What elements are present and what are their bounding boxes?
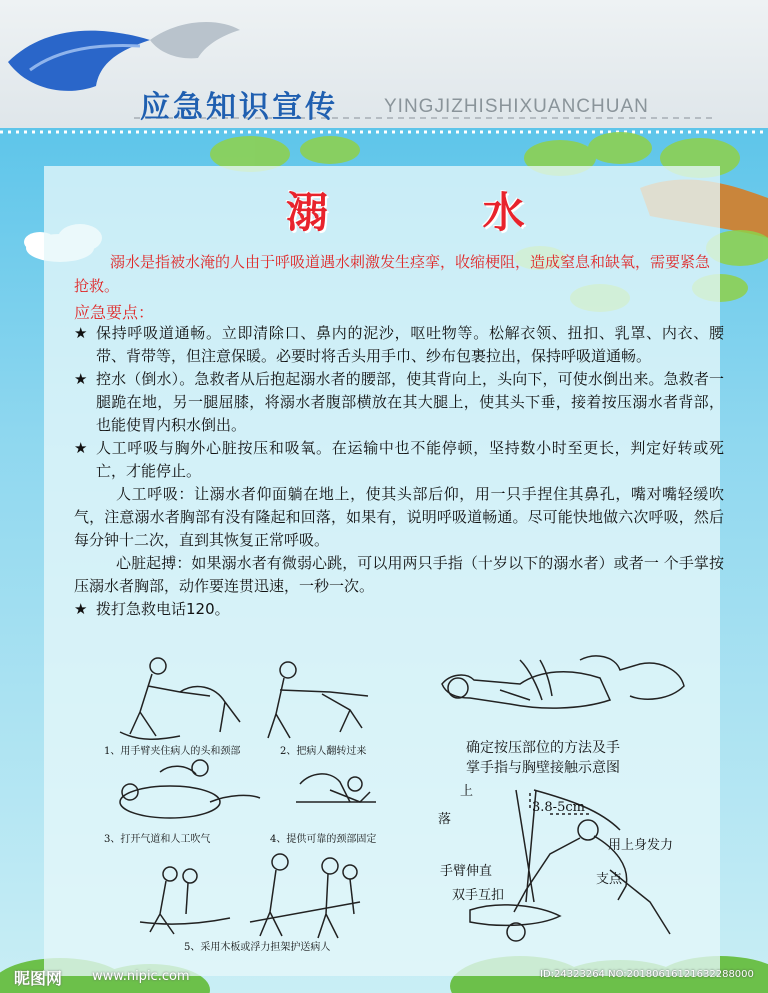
cardiac-paragraph: 心脏起搏：如果溺水者有微弱心跳，可以用两只手指（十岁以下的溺水者）或者一 个手掌按压溺水者胸部，动作要连贯迅速，一秒一次。 (74, 554, 724, 595)
label-down: 落 (438, 812, 452, 827)
cpr-note-line: 掌手指与胸壁接触示意图 (466, 760, 620, 776)
main-body (74, 322, 724, 621)
breathing-paragraph: 人工呼吸：让溺水者仰面躺在地上，使其头部后仰，用一只手捏住其鼻孔，嘴对嘴轻缓吹气，注意溺水者胸部有没有隆起和回落，如果有，说明呼吸道畅通。尽可能快地做六次呼吸，然后每分钟十二次，直到其恢复正常呼吸。 (74, 485, 724, 549)
label-depth: 3.8-5cm (532, 800, 585, 815)
star-icon: ★ (74, 439, 88, 457)
star-icon: ★ (74, 600, 88, 618)
caption: 1、用手臂夹住病人的头和颈部 (104, 746, 241, 757)
caption: 4、提供可靠的颈部固定 (270, 834, 377, 845)
watermark-logo: 昵图网 (14, 969, 63, 988)
star-icon: ★ (74, 324, 88, 342)
caption: 3、打开气道和人工吹气 (104, 834, 211, 845)
caption: 5、采用木板或浮力担架护送病人 (184, 942, 331, 953)
list-item (74, 368, 724, 437)
item-text: 人工呼吸与胸外心脏按压和吸氧。在运输中也不能停顿，坚持数小时至更长，判定好转或死亡，才能停止。 (96, 439, 724, 480)
item-text: 拨打急救电话120。 (96, 600, 230, 618)
label-pivot: 支点 (596, 872, 623, 887)
watermark-id: ID:24323264 NO:20180616121632288000 (540, 969, 754, 980)
item-text: 保持呼吸道通畅。立即清除口、鼻内的泥沙，呕吐物等。松解衣领、扭扣、乳罩、内衣、腰带、背带等，但注意保暖。必要时将舌头用手巾、纱布包裹拉出，保持呼吸道通畅。 (96, 324, 724, 365)
page-title: 溺 水 (286, 188, 595, 237)
section-label: 应急要点： (74, 303, 155, 322)
header-title: 应急知识宣传 (140, 90, 338, 125)
rescue-illustrations (100, 652, 400, 952)
watermark-url: www.nipic.com (92, 969, 190, 984)
header-pinyin: YINGJIZHISHIXUANCHUAN (384, 96, 649, 117)
label-arms: 手臂伸直 (440, 864, 493, 879)
caption: 2、把病人翻转过来 (280, 746, 367, 757)
list-item (74, 437, 724, 483)
star-icon: ★ (74, 370, 88, 388)
cpr-note (466, 738, 620, 778)
cpr-note-line: 确定按压部位的方法及手 (466, 740, 620, 756)
label-upper-body: 用上身发力 (608, 838, 674, 853)
intro-text: 溺水是指被水淹的人由于呼吸道遇水刺激发生痉挛，收缩梗阻，造成窒息和缺氧，需要紧急抢救。 (74, 253, 711, 295)
label-up: 上 (460, 784, 474, 799)
list-item (74, 322, 724, 368)
list-item (74, 598, 724, 621)
item-text: 控水（倒水）。急救者从后抱起溺水者的腰部，使其背向上，头向下，可使水倒出来。急救者一腿跪在地，另一腿屈膝，将溺水者腹部横放在其大腿上，使其头下垂，接着按压溺水者背部，也能使胃内积水倒出。 (96, 370, 724, 434)
label-hands: 双手互扣 (452, 888, 505, 903)
